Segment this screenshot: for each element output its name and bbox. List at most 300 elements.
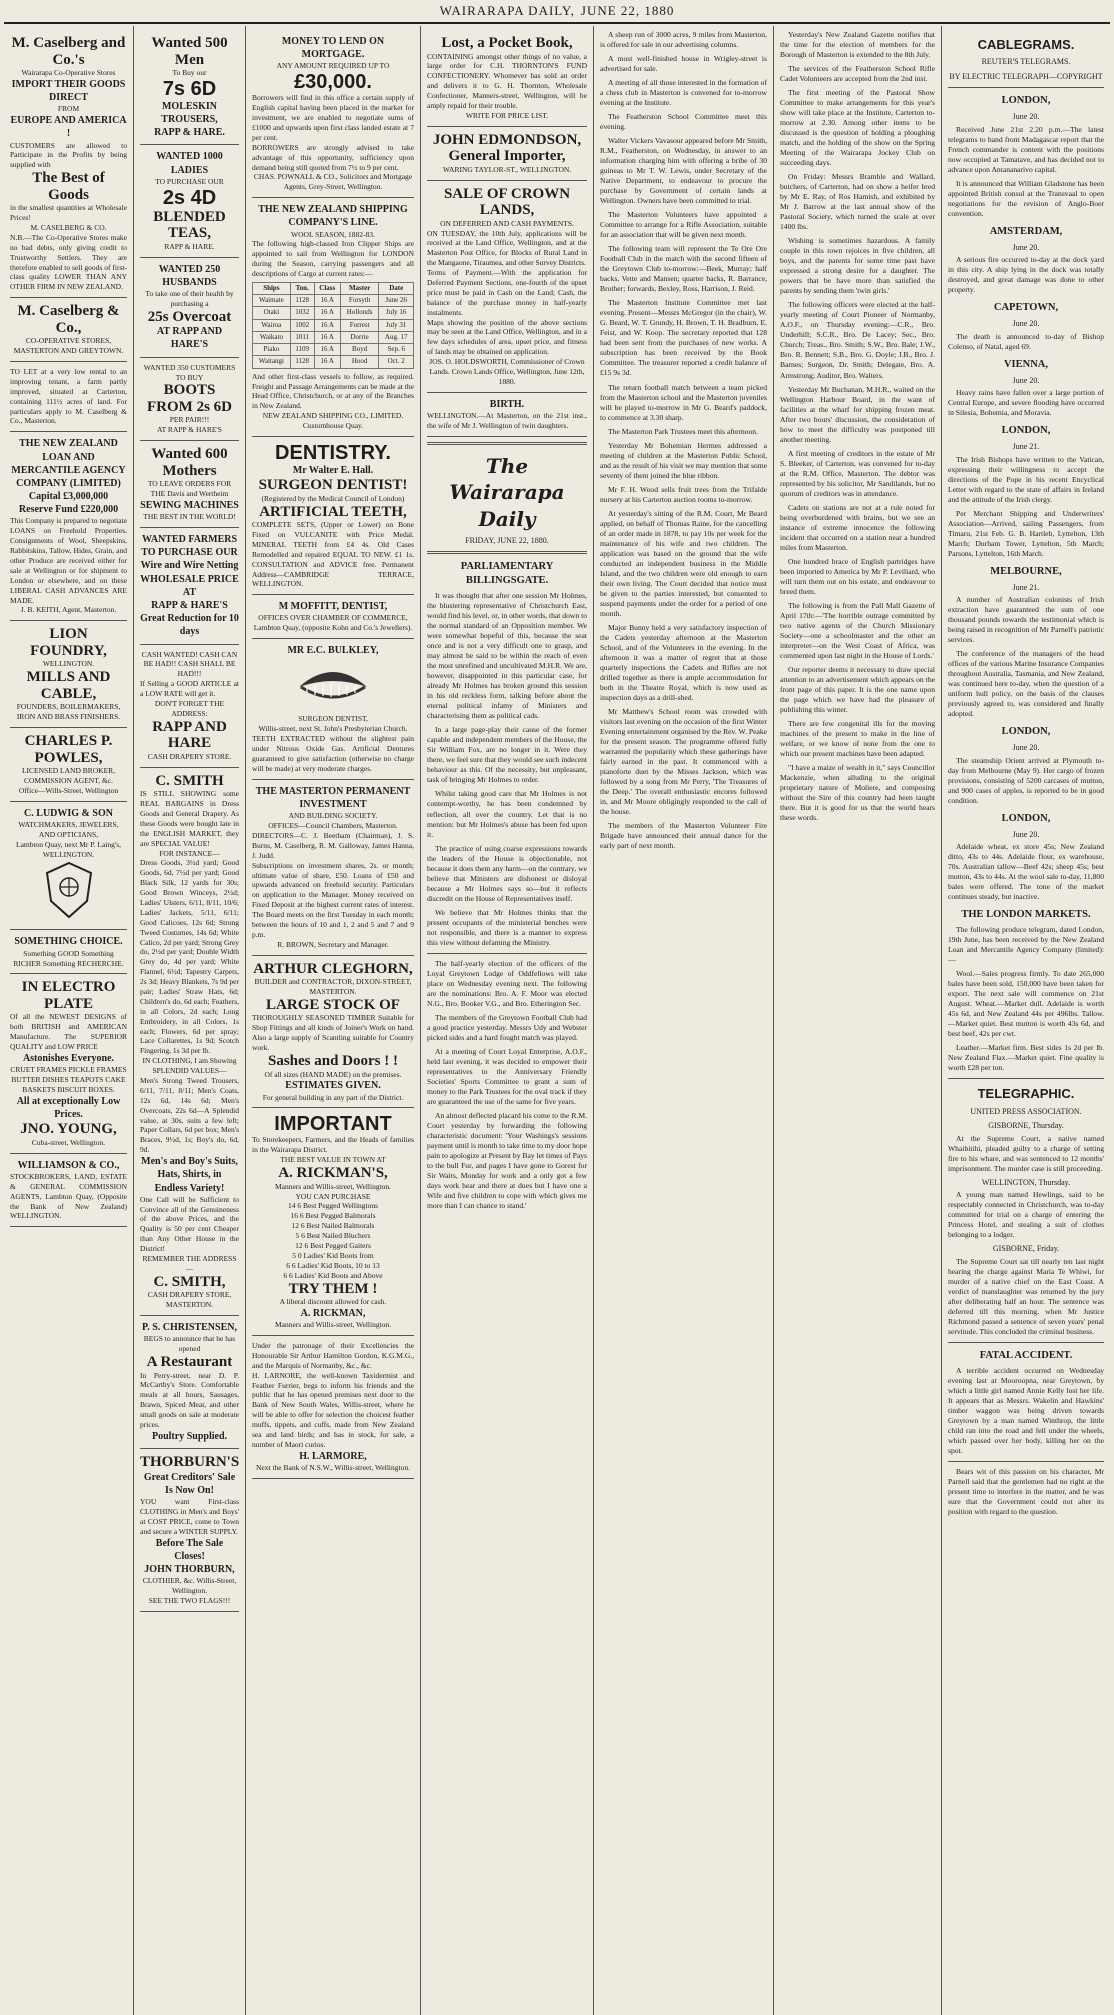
ad-line: IN CLOTHING, I am Showing SPLENDID VALUES—	[142, 1056, 237, 1076]
dispatch-date: June 21.	[1012, 582, 1040, 592]
table-cell: 1128	[290, 356, 314, 368]
ad-body: One Call will be Sufficient to Convince all of the Genuineness of the above Prices, and the Quality is 50 per cent Cheaper than Any Other House in the District!	[140, 1194, 239, 1254]
ad-line: CLOTHIER, &c. Willis-Street, Wellington.	[142, 1576, 237, 1595]
ad-firm: A. RICKMAN,	[300, 1307, 366, 1319]
news-paragraph: The first meeting of the Pastoral Show Committee to make arrangements for this year's show will take place at the Institute, Carterton to-morrow at 2.30. Among other items to be discussed is the question of holding a ploughing match, and the holding of the show on the Spring Meeting of the Wairarapa Jockey Club on succeeding days.	[780, 88, 935, 168]
ad-line: Poultry Supplied.	[151, 1430, 228, 1442]
newspaper-flag: The Wairarapa Daily	[449, 453, 565, 531]
divider	[948, 1078, 1104, 1079]
news-paragraph: The Featherston School Committee meet this evening.	[600, 112, 767, 132]
ad-line: ON DEFERRED AND CASH PAYMENTS.	[440, 218, 574, 228]
ad-line: Lambton Quay, next Mr P. Laing's, WELLINGTON.	[15, 839, 122, 859]
ad-lost-pocket-book	[427, 30, 587, 127]
ad-line: BUILDER and CONTRACTOR, DIXON-STREET, MASTERTON.	[254, 977, 412, 997]
ad-firm: JOHN THORBURN,	[144, 1563, 235, 1575]
ad-body: Of all the NEWEST DESIGNS of both BRITISH and AMERICAN Manufacture. The SUPERIOR QUALITY and LOW PRICE	[10, 1012, 127, 1052]
editorial-paragraph: The practice of using coarse expressions towards the leaders of the House is objectionable, not because it does them any harm—on the contrary, we believe that Ministers are dishonest or disloyal because a Mr Holmes says so—but it reflects discredit on the House of Representatives itself.	[427, 843, 587, 903]
masthead	[4, 0, 1110, 24]
price-list-item: 16 6 Best Pegged Balmorals	[290, 1211, 376, 1221]
table-cell: 1128	[290, 295, 314, 307]
news-paragraph: The return football match between a team picked from the Masterton school and the Masterton juveniles will be played to-morrow in Mr G. Beard's paddock, to commence at 3.30 sharp.	[600, 382, 767, 422]
ad-headline: LARGE STOCK OF	[266, 996, 400, 1013]
news-paragraph: A most well-finished house in Wrigley-street is advertised for sale.	[600, 54, 767, 74]
news-paragraph: The following team will represent the Te Ore Ore Football Club in the match with the second fifteen of the Greytown Club to-morrow:—Beek, Murray; half backs, Vette and Mansen; quarter backs, R. Barrance, Brother; forwards, Bexley, Ross, Harrison, J. Reid.	[600, 244, 767, 294]
column-2	[134, 26, 246, 2015]
ad-line: Next the Bank of N.S.W., Willis-street, Wellington.	[256, 1463, 410, 1472]
table-cell: Boyd	[340, 344, 378, 356]
ad-body: THOROUGHLY SEASONED TIMBER Suitable for Shop Fittings and all kinds of Joiner's Work on hand. Also a large supply of Scantling suitable for Country work.	[252, 1013, 414, 1053]
columns	[4, 26, 1110, 2015]
dispatch-place: GISBORNE, Thursday.	[988, 1121, 1064, 1131]
notice-title: BIRTH.	[489, 398, 525, 410]
ad-body: COMPLETE SETS, (Upper or Lower) on Bone Fixed on VULCANITE with Price Medal. MINERAL TEETH from £4 4s. Old Cases Remodelled and repaired EQUAL TO NEW. £1 1s. CONSULTATION and ADVICE free. Permanent Address—CAMBRIDGE TERRACE, WELLINGTON.	[252, 520, 414, 589]
ad-rapp-hare-overcoat	[140, 258, 239, 358]
dispatch-date: June 20.	[1012, 743, 1040, 753]
table-cell: 16 A	[314, 344, 340, 356]
column-3	[246, 26, 421, 2015]
table-row	[253, 319, 414, 331]
ad-body: CUSTOMERS are allowed to Participate in the Profits by being supplied with	[10, 140, 127, 170]
table-cell: July 31	[379, 319, 414, 331]
ad-body: in the smallest quantities at Wholesale Prices!	[10, 203, 127, 223]
ad-moffitt	[252, 595, 414, 639]
dispatch-place: LONDON,	[1001, 726, 1051, 738]
cablegrams-credit: BY ELECTRIC TELEGRAPH—COPYRIGHT	[949, 71, 1103, 81]
ad-subtitle: Wairarapa Co-Operative Stores	[21, 68, 116, 77]
ad-price: 25s Overcoat	[147, 308, 232, 325]
ad-c-smith	[140, 768, 239, 1316]
ad-line: WATCHMAKERS, JEWELERS, AND OPTICIANS,	[18, 819, 119, 839]
table-cell: Aug. 17	[379, 331, 414, 343]
column-5	[594, 26, 774, 2015]
cable-dispatches	[948, 94, 1104, 1073]
table-cell: 1109	[290, 344, 314, 356]
table-cell: Waikato	[253, 331, 291, 343]
cablegrams-subtitle: REUTER'S TELEGRAMS.	[981, 57, 1071, 67]
ad-investment-society	[252, 780, 414, 956]
ad-title: JOHN EDMONDSON,	[432, 131, 582, 148]
ad-line: WARING TAYLOR-ST., WELLINGTON.	[442, 164, 572, 174]
ad-crown-lands	[427, 181, 587, 393]
news-paragraph: The Masterton Park Trustees meet this afternoon.	[608, 426, 758, 436]
ad-signature: M. CASELBERG & CO.	[30, 222, 107, 232]
ad-title: WANTED 350 CUSTOMERS	[143, 362, 236, 372]
ad-cleghorn	[252, 956, 414, 1109]
ad-line: PER PAIR!!!	[169, 415, 210, 425]
ad-list: Dress Goods, 3½d yard; Good Goods, 6d, 7½d per yard; Good Black Silk, 12 yards for 30s; Good Brown Winceys, 2½d; Ladies' Ulsters, 6/11, 8/11, 10/6; Ladies' Jackets, 5/11, 6/11; Good Calicoes, 12s 6d; Strong Tweed Costumes, 14s 6d; White Calico, 2d per yard; Strong Grey do, 2½d per yard; Double Width Grey do, 4d per yard; White Flannel, 6½d; Tapestry Carpets, 2s 3d; Heavy Blankets, 7s 9d per pair; Ladies' Straw Hats, 6d; Children's do, 6d each; Feathers, in all Colors, 2d each; Long Embroidery, in all Colors, 1s each; Flowers, 6d per spray; Lace Collarettes, 1s 9d; Scotch Fingering, 1s 3d per lb.	[140, 858, 239, 1056]
table-cell: 1011	[290, 331, 314, 343]
ad-firm: MILLS AND CABLE,	[26, 669, 111, 702]
ad-dentistry-hall	[252, 437, 414, 595]
ships-table	[252, 282, 414, 369]
ad-line: WELLINGTON.	[42, 659, 95, 669]
ad-line: CRUET FRAMES PICKLE FRAMES BUTTER DISHES TEAPOTS CAKE BASKETS BISCUIT BOXES.	[10, 1065, 127, 1094]
accident-title: FATAL ACCIDENT.	[979, 1349, 1073, 1361]
ad-line: FROM	[57, 104, 80, 114]
ad-line: DON'T FORGET THE ADDRESS:	[154, 699, 225, 718]
dispatch-place: VIENNA,	[1003, 358, 1049, 370]
ad-larmore	[252, 1336, 414, 1479]
ad-title: THE NEW ZEALAND SHIPPING COMPANY'S LINE.	[258, 204, 408, 229]
ad-price: BOOTS FROM 2s 6D	[147, 382, 232, 415]
ad-line: SURGEON DENTIST,	[298, 714, 368, 724]
news-paragraph: Yesterday Mr Bohemian Hermes addressed a meeting of children at the Masterton Public School, and as the result of his visit we may mention that some seventy of them joined the blue ribbon.	[600, 440, 767, 480]
table-header-cell: Date	[379, 283, 414, 295]
ad-firm: RAPP & HARE.	[154, 127, 225, 139]
table-cell: Wairoa	[253, 319, 291, 331]
ad-signature: R. BROWN, Secretary and Manager.	[277, 939, 389, 949]
ad-edmondson	[427, 127, 587, 181]
table-row	[253, 295, 414, 307]
editorial-paragraph: It was thought that after one session Mr Holmes, the blustering representative of Christchurch East, would find his level, or, in other words, that down to the normal standard of an Opposition member. We were somewhat hopeful of this, because the seat once and is not a very difficult one to grasp, and may almost be said to be within the reach of even the most unrefined and uncultivated M.H.R. We are, however, disappointed in this particular case, for already Mr Holmes has broken ground this session in his old reckless form, talking before about the eternal political infamy of Ministers and characterising them as political cads.	[427, 591, 587, 721]
table-header-cell: Class	[314, 283, 340, 295]
table-cell: Waimate	[253, 295, 291, 307]
ad-line: FOUNDERS, BOILERMAKERS, IRON AND BRASS FINISHERS.	[16, 702, 121, 722]
dispatch-place: WELLINGTON, Thursday.	[981, 1177, 1071, 1187]
ad-line: YOU CAN PURCHASE	[295, 1191, 371, 1201]
table-cell: Dorrie	[340, 331, 378, 343]
table-header-cell: Master	[340, 283, 378, 295]
ad-line: REMEMBER THE ADDRESS—	[142, 1254, 237, 1273]
news-paragraph: Our reporter deems it necessary to draw special attention to an advertisement which appears on the front page of this paper. It is the one name upon the page which we have had the pleasure of publishing this winter.	[780, 664, 935, 714]
ad-shipping-company	[252, 198, 414, 437]
ad-headline: BLENDED TEAS,	[153, 208, 226, 242]
telegraphic-subtitle: UNITED PRESS ASSOCIATION.	[970, 1106, 1082, 1116]
divider	[948, 1342, 1104, 1343]
ad-firm: C. SMITH,	[153, 1273, 226, 1290]
dispatch-text: A young man named Hewlings, said to be respectably connected in Christchurch, was to-day committed for trial on a charge of entering the Princess Hotel, and stealing a suit of clothes belonging to a lodger.	[948, 1190, 1104, 1240]
ad-headline: Men's and Boy's Suits, Hats, Shirts, in Endless Variety!	[141, 1156, 238, 1194]
news-paragraph: The following officers were elected at the half-yearly meeting of Court Pioneer of Normanby, A.O.F., on Thursday evening:—C.R., Bro. Underhill; S.C.R., Bro. De Lacey; Sec., Bro. Church; Treas., Bro. Smith; S.W., Bro. Bale; J.W., Bro. R. Bennett; S.B., Bro. G. Doyle; J.B., Bro. J. Barnes; Surgeon, Dr. Smith; Delegate, Bro. A. Armstrong; Auditor, Bro. Walters.	[780, 300, 935, 380]
ad-headline: The Best of Goods	[32, 170, 105, 203]
news-paragraph: The services of the Featherston School Rifle Cadet Volunteers are accepted from the 2nd inst.	[780, 64, 935, 84]
ad-subtitle: CO-OPERATIVE STORES,	[25, 336, 112, 346]
local-news-body	[427, 959, 587, 1211]
ad-rapp-hare-teas	[140, 145, 239, 257]
column-4	[421, 26, 594, 2015]
ad-title: M MOFFITT, DENTIST,	[278, 601, 388, 613]
ad-amount: £30,000.	[294, 71, 372, 94]
ad-headline: SURGEON DENTIST!	[258, 477, 408, 494]
ad-headline: General Importer,	[448, 148, 566, 165]
ad-body: Borrowers will find in this office a certain supply of English capital having been placed in the market for investment, we are enabled to negotiate sums of £1000 and upwards upon first class landed estate at 7 per cent.	[252, 93, 414, 142]
ad-headline: ARTIFICIAL TEETH,	[259, 503, 407, 520]
ad-line: CASH WANTED! CASH CAN BE HAD!! CASH SHALL BE HAD!!!	[141, 649, 238, 679]
ad-firm: RAPP AND HARE	[152, 718, 227, 752]
ad-title: ARTHUR CLEGHORN,	[253, 960, 413, 977]
ad-line: SEE THE TWO FLAGS!!!	[148, 1595, 231, 1605]
ad-title: IN ELECTRO PLATE	[21, 979, 116, 1012]
news-paragraph: Cadets on stations are not at a rule noted for being overburdened with brains, but we see an instance of extreme innocence the following incident that occurred on a station near a hundred miles from Masterton.	[780, 502, 935, 552]
news-paragraph: A meeting of all those interested in the formation of a chess club in Masterton is convened for to-morrow evening at the Institute.	[600, 78, 767, 108]
ad-christensen	[140, 1316, 239, 1449]
ad-body: The following high-classed Iron Clipper Ships are appointed to sail from Wellington for LONDON during the Season, carrying passengers and all descriptions of Cargo at current rates:—	[252, 239, 414, 279]
dispatch-date: June 20.	[1012, 375, 1040, 385]
notice-body: WELLINGTON.—At Masterton, on the 21st inst., the wife of Mr J. Wellington of twin daughters.	[427, 410, 587, 430]
ad-price: 2s 4D	[162, 186, 217, 209]
ad-line: Lambton Quay, (opposite Kohn and Co.'s Jewellers).	[253, 623, 413, 633]
news-paragraph: A first meeting of creditors in the estate of Mr S. Bleeker, of Carterton, was convened for to-day at the R.M. Office, Masterton. The debtor was represented by his solicitor, Mr Sandilands, but no quorum of creditors was in attendance.	[780, 448, 935, 498]
ad-line: Capital £3,000,000	[28, 491, 109, 503]
boot-price-list	[252, 1201, 414, 1280]
flag-date: FRIDAY, JUNE 22, 1880.	[465, 535, 549, 545]
editorial-paragraph: Whilst taking good care that Mr Holmes is not contempt-worthy, he has been condemned by reflection, all over the country. Let that is no mention: but Mr Holmes's abuse has been fed upon it.	[427, 789, 587, 839]
ad-body: Terms of Payment.—With the application for Deferred Payment Sections, one-fourth of the upset price must be paid in Cash on the Land; Cash, the balance of the purchase money in half-yearly instalments.	[427, 268, 587, 317]
dispatch-text: A number of Australian colonists of Irish extraction have guaranteed the sum of one thousand pounds towards the testimonial which is being raised in recognition of Mr Parnell's patriotic services.	[948, 595, 1104, 645]
news-paragraph: One hundred brace of English partridges have been imported to America by Mr P. Leviliard, who will turn them out on his estate, and endeavour to breed them.	[780, 556, 935, 596]
telegraphic-title: TELEGRAPHIC.	[977, 1086, 1075, 1102]
ad-headline: All at exceptionally Low Prices.	[16, 1095, 121, 1121]
ad-line: EUROPE AND AMERICA !	[10, 115, 127, 140]
ad-money-to-lend	[252, 30, 414, 198]
dispatch-text: The steamship Orient arrived at Plymouth to-day from Melbourne (May 9). Her cargo of frozen provisions, consisting of 5200 carcases of mutton, and 900 cases of apples, is reported to be in good condition.	[948, 755, 1104, 805]
ad-rapp-hare-boots	[140, 358, 239, 442]
cablegrams-title: CABLEGRAMS.	[977, 37, 1075, 52]
paper-name: WAIRARAPA DAILY,	[439, 3, 575, 18]
dispatch-text: At the Supreme Court, a native named Whaibitihi, pleaded guilty to a charge of setting fire to his whare, and was sentenced to 12 months' imprisonment. The murder case is still proceeding.	[948, 1133, 1104, 1173]
news-paragraph: There are few congenital ills for the moving machines of the present to make in the line of welfare, or we know of none from the one to which our present machines have been adapted.	[780, 719, 935, 759]
ad-something-choice	[10, 930, 127, 974]
ad-title: DENTISTRY.	[275, 441, 391, 464]
table-cell: Otaki	[253, 307, 291, 319]
ad-firm: AT RAPP & HARE'S	[157, 425, 222, 435]
table-cell: Hood	[340, 356, 378, 368]
ad-title: Wanted 500 Men	[151, 35, 228, 68]
price-list-item: 5 0 Ladies' Kid Boots from	[292, 1250, 374, 1260]
ad-firm: JNO. YOUNG,	[20, 1121, 117, 1138]
editorial-paragraph: We believe that Mr Holmes thinks that the present occupants of the ministerial benches were not responsible, and there is a manner to express this view without defaming the Ministry.	[427, 907, 587, 947]
ad-line: OFFICES—Council Chambers, Masterton.	[268, 821, 398, 831]
news-paragraph: Walter Vickers Vavasour appeared before Mr Smith, R.M., Featherston, on Wednesday, in answer to an information charging him with offering a bribe of 30 guineas to Mr T. W. Lewis, under Secretary of the Native Department, to endeavour to procure the purchase by Government of certain lands at Wellington. Owners have been committed to trial.	[600, 136, 767, 206]
column-6	[774, 26, 942, 2015]
ad-firm: A. RICKMAN'S,	[278, 1165, 388, 1182]
ad-firm: RAPP & HARE'S	[151, 600, 228, 611]
table-row	[253, 356, 414, 368]
ad-headline: Sashes and Doors ! !	[267, 1053, 399, 1069]
ad-line: Manners and Willis-street, Wellington.	[274, 1181, 392, 1191]
ad-line: To Buy our	[172, 68, 207, 77]
ad-subtitle: Great Creditors' Sale	[143, 1471, 236, 1483]
news-paragraph: The half-yearly election of the officers of the Loyal Greytown Lodge of Oddfellows will take place on Wednesday evening next. The following are the nominations: Bro. A. F. Moor was elected N.G., Bro. Booker V.G., and Bro. Etherington Sec.	[427, 958, 587, 1008]
ad-rapp-hare-trousers	[140, 30, 239, 145]
ad-title: MONEY TO LEND ON MORTGAGE.	[281, 36, 385, 61]
telegraphic-dispatches	[948, 1121, 1104, 1337]
news-paragraph: The Masterton Volunteers have appointed a Committee to arrange for a Rifle Association, suitable for an association that will be given next month.	[600, 210, 767, 240]
dispatch-text: The death is announced to-day of Bishop Colenso, of Natal, aged 69.	[948, 331, 1104, 351]
ad-williamson	[10, 1154, 127, 1228]
ad-title: Wanted 600 Mothers	[151, 446, 228, 479]
ad-body: DIRECTORS—C. J. Beetham (Chairman), J. S. Burns, M. Caselberg, R. M. Galloway, James Hanna, J. Judd.	[252, 830, 414, 860]
dispatch-place: LONDON,	[1001, 95, 1051, 107]
ad-line: THE BEST IN THE WORLD!	[143, 512, 236, 522]
news-paragraph: Yesterday's New Zealand Gazette notifies that the time for the election of members for the Borough of Masterton is extended to the 8th July.	[780, 30, 935, 60]
ad-body: BORROWERS are strongly advised to take advantage of this opportunity, sufficiency upon demand being still quoted from 7½ to 9 per cent.	[252, 142, 414, 172]
ad-line: MASTERTON AND GREYTOWN.	[13, 346, 124, 356]
table-row	[253, 344, 414, 356]
ad-signature: J. B. KEITH, Agent, Masterton.	[20, 605, 117, 615]
ad-title: THE NEW ZEALAND LOAN AND MERCANTILE AGENCY COMPANY (LIMITED)	[11, 438, 126, 489]
news-paragraph: The Masterton Institute Committee met last evening. Present—Messrs McGregor (in the chair), W. G. Beard, W. T. Grundy, H. Brown, T. H. Bradburn, E. Feist, and W. Koop. The secretary reported that 128 had been sent from the purchases of new works. A subscription has been received by the Book Committee. The treasurer reported a credit balance of £15 9s 3d.	[600, 298, 767, 378]
ships-table-header	[253, 283, 414, 295]
table-cell: Oct. 2	[379, 356, 414, 368]
table-cell: 1032	[290, 307, 314, 319]
column-7	[942, 26, 1110, 2015]
ad-to-let	[10, 362, 127, 432]
table-cell: July 16	[379, 307, 414, 319]
dispatch-place: GISBORNE, Friday.	[992, 1244, 1060, 1254]
ad-title: IMPORTANT	[274, 1113, 392, 1136]
table-cell: Sep. 6	[379, 344, 414, 356]
dispatch-text: The Irish Bishops have written to the Vatican, expressing their willingness to accept the directions of the Pope in his recent Encyclical Letter with regard to the state of affairs in Ireland and the attitude of the Irish clergy.	[948, 454, 1104, 504]
table-header-cell: Ton.	[290, 283, 314, 295]
ad-body: ON TUESDAY, the 10th July, applications will be received at the Land Office, Wellington, and at the Masterton Post Office, for Blocks of Rural Land in the Mangaone, Tiraumea, and other Survey Districts.	[427, 228, 587, 268]
ad-firm: AT RAPP AND HARE'S	[156, 326, 223, 351]
ad-line: LICENSED LAND BROKER, COMMISSION AGENT, &c.	[21, 766, 116, 785]
news-paragraph: The members of the Masterton Volunteer Fire Brigade have announced their annual dance for the early part of next month.	[600, 821, 767, 851]
ad-bulkley	[252, 639, 414, 780]
divider	[427, 551, 587, 554]
price-list-item: 6 6 Ladies' Kid Boots, 10 to 13	[286, 1260, 380, 1270]
dispatch-text: Heavy rains have fallen over a large portion of Central Europe, and severe flooding have occurred in Silesia, Bohemia, and Moravia.	[948, 388, 1104, 418]
ad-firm: RAPP & HARE.	[164, 241, 215, 251]
ad-title: C. SMITH	[155, 772, 224, 789]
news-paragraph: At yesterday's sitting of the R.M. Court, Mr Beard applied, on behalf of Thomas Raine, for the cancelling of an order made in 1878, to pay 10s per week for the maintenance of his wife and two children. The application was based on the ground that the wife conducted an independent business in the Middle Island, and the two children were old enough to earn their own living. The Court decided that notice must be given to the parties interested, but consented to suspend payments under the order for a period of one month.	[600, 508, 767, 618]
ad-title: WANTED 1000 LADIES	[156, 151, 223, 176]
table-cell: Waitangi	[253, 356, 291, 368]
divider	[948, 87, 1104, 88]
dispatch-text: It is announced that William Gladstone has been appointed British consul at the Transvaal to open negotiations for the revision of Anglo-Boer convention.	[948, 178, 1104, 218]
ad-title: M. Caselberg & Co.,	[17, 303, 120, 336]
ad-ludwig	[10, 802, 127, 931]
ad-line: Manners and Willis-street, Wellington.	[274, 1320, 392, 1330]
ad-line: Mr Walter E. Hall.	[292, 464, 374, 476]
divider	[427, 442, 587, 445]
dispatch-place: THE LONDON MARKETS.	[961, 909, 1091, 921]
ad-line: TO LEAVE ORDERS FOR THE Davis and Wertheim	[147, 479, 232, 499]
ad-rapp-hare-machines	[140, 441, 239, 528]
notice-birth	[427, 393, 587, 437]
news-paragraph: Yesterday Mr Buchanan, M.H.R., waited on the Wellington Harbour Board, in the want of facilities at the wharf for shipping frozen meat. After two hours' discussion, the consideration of how to meet the difficulty was postponed till another meeting.	[780, 384, 935, 444]
ad-body: CONTAINING amongst other things of no value, a large order for C.H. THORNTON'S FUND CONFECTIONERY. Whomever has sold an order and delivers it to G. H. Thornton, Wholesale Confectioner, Manners-street, Wellington, will be amply repaid for their trouble.	[427, 51, 587, 110]
dispatch-place: MELBOURNE,	[990, 565, 1062, 577]
ad-title: CHARLES P. POWLES,	[24, 733, 113, 766]
price-list-item: 5 6 Best Nailed Bluchers	[295, 1231, 371, 1241]
dispatch-date: June 20.	[1012, 319, 1040, 329]
ad-rapp-hare-cash	[140, 645, 239, 768]
ad-title: P. S. CHRISTENSEN,	[142, 1322, 237, 1334]
denture-icon	[293, 661, 373, 707]
ad-line: MOLESKIN TROUSERS,	[161, 100, 218, 126]
ad-title: SOMETHING CHOICE.	[14, 936, 123, 948]
dispatch-place: AMSTERDAM,	[989, 225, 1063, 237]
news-paragraph: The members of the Greytown Football Club had a good practice yesterday. Messrs Udy and Webster picked sides and a hard fought match was played.	[427, 1012, 587, 1042]
ad-line: Is Now On!	[165, 1484, 214, 1496]
ad-body: This Company is prepared to negotiate LOANS on Freehold Properties. Consignments of Wool, Sheepskins, Rabbitskins, Tallow, Hides, Grain, and other Produce are received either for sale at Wellington or for shipment to London or elsewhere, and on these LIBERAL CASH ADVANCES ARE MADE.	[10, 516, 127, 605]
table-cell: Piako	[253, 344, 291, 356]
editorial-paragraph: In a large page-play their cause of the former capable and independent members of the House, the Sir William Fox, are no longer in it. Were they there, we feel sure that they would see such indecent behaviour as this. Of the necessity, but unpleasant, task of bringing Mr Holmes to order.	[427, 725, 587, 785]
dispatch-text: Per Merchant Shipping and Underwriters' Association—Arrived, sailing Passengers, from Timaru, 21st Feb. G. B. Hartleb, Lyttelton, 13th March; Durham Tower, Lyttelton, 5th March; Parsons, Lyttelton, 16th March.	[948, 508, 1104, 558]
news-paragraph: "I have a maize of wealth in it," says Councillor Mackenzie, when alluding to the original proprietary nature of Moliere, and composing without the Sire of this country had been taught there. But it is good for us that the world hears these words.	[780, 763, 935, 823]
ad-body: TO LET at a very low rental to an improving tenant, a farm partly improved, situated at Carterton, containing 111½ acres of land. For particulars apply to M. Caselberg & Co., Masterton.	[10, 367, 127, 426]
table-cell: 16 A	[314, 331, 340, 343]
issue-date: JUNE 22, 1880	[580, 3, 675, 18]
ad-line: (Registered by the Medical Council of London)	[261, 493, 405, 503]
ad-rapp-hare-wire	[140, 528, 239, 645]
ad-headline: SEWING MACHINES	[140, 499, 239, 511]
ad-body: TEETH EXTRACTED without the slightest pain under Nitrous Oxide Gas. Artificial Dentures guaranteed to give satisfaction (otherwise no charge will be made) at very moderate charges.	[252, 734, 414, 773]
ad-title: WANTED 250 HUSBANDS	[158, 263, 221, 288]
ad-line: AND BUILDING SOCIETY.	[288, 811, 378, 821]
table-cell: 16 A	[314, 356, 340, 368]
ad-price: 7s 6D	[162, 77, 217, 100]
ad-line: BEGS to announce that he has opened	[143, 1334, 236, 1354]
ad-firm: H. LARMORE,	[299, 1450, 367, 1462]
news-paragraph: A sheep run of 3000 acres, 9 miles from Masterton, is offered for sale in our advertising columns.	[600, 30, 767, 50]
ad-headline: Before The Sale Closes!	[155, 1537, 224, 1562]
ad-caselberg-stores	[10, 298, 127, 362]
dispatch-place: LONDON,	[1001, 812, 1051, 824]
ad-title: LION FOUNDRY,	[30, 626, 107, 659]
table-cell: June 26	[379, 295, 414, 307]
ad-line: A liberal discount allowed for cash.	[279, 1297, 387, 1307]
ad-title: THE MASTERTON PERMANENT INVESTMENT	[255, 785, 411, 810]
ad-list: Men's Strong Tweed Trousers, 6/11, 7/11, 8/11; Men's Coats, 12s 6d, 14s 6d; Men's Overcoats, 22s 6d—A Splendid value, at 30s, suits a few left; Paper Collars, 6d per box; Men's Braces, 9½d, 1s; Boy's do, 6d, 9d.	[140, 1076, 239, 1155]
table-cell: 16 A	[314, 319, 340, 331]
news-paragraph: Mr F. H. Wood sells fruit trees from the Trifalde nursery at his Carterton auction rooms to-morrow.	[600, 484, 767, 504]
dispatch-text: Received June 21st 2.20 p.m.—The latest telegrams to hand from Madagascar report that the French commander is content with the positions now occupied at Tamatave, and has decided not to advance upon Antananarivo capital.	[948, 124, 1104, 174]
ad-body: Maps showing the position of the above sections may be seen at the Land Office, Wellington, and in a few days schedules of area, upset price, and fitness of lands may be obtained on application.	[427, 317, 587, 357]
news-paragraph: Bears wit of this passion on his character, Mr Parnell said that the gentlemen had no right at the present time to interfere in the matter, and he was sure that the Government could not alter its position with regard to the question.	[948, 1466, 1104, 1517]
table-cell: 16 A	[314, 307, 340, 319]
ad-line: ESTIMATES GIVEN.	[285, 1080, 381, 1092]
ad-headline: WHOLESALE PRICE AT	[140, 573, 239, 598]
ad-body: And other first-class vessels to follow, as required. Freight and Passage Arrangements can be made at the Head Office, Christchurch, or at any of the Branches in New Zealand.	[252, 371, 414, 411]
ad-lion-foundry	[10, 621, 127, 728]
ad-line: Reserve Fund £220,000	[18, 504, 119, 516]
ad-body: STOCKBROKERS, LAND, ESTATE & GENERAL COMMISSION AGENTS, Lambton Quay, (Opposite the Bank of New Zealand) WELLINGTON.	[10, 1171, 127, 1221]
dispatch-text: The conference of the managers of the head offices of the various Marine Insurance Companies throughout Australia, Tasmania, and New Zealand, was continued here to-day, when the question of a uniform hull policy, on the basis of the clauses previously agreed to, was considered and finally adopted.	[948, 649, 1104, 719]
table-row	[253, 307, 414, 319]
ad-body: To Storekeepers, Farmers, and the Heads of families in the Wairarapa District.	[252, 1135, 414, 1155]
divider	[427, 953, 587, 954]
ad-body: IS STILL SHOWING some REAL BARGAINS in Dress Goods and General Drapery. As these Goods were bought late in the ENGLISH MARKET, they are SPECIAL VALUE!	[140, 789, 239, 848]
ad-electro-plate	[10, 974, 127, 1153]
ad-line: CASH DRAPERY STORE.	[147, 751, 232, 761]
ad-thorburn	[140, 1449, 239, 1612]
table-row	[253, 331, 414, 343]
dispatch-date: June 20.	[1012, 242, 1040, 252]
price-list-item: 6 6 Ladies' Kid Boots and Above	[283, 1270, 383, 1280]
editorial-body	[427, 591, 587, 948]
ad-title: THORBURN'S	[140, 1454, 240, 1471]
ad-line: OFFICES OVER CHAMBER OF COMMERCE,	[258, 613, 408, 623]
table-cell: 1002	[290, 319, 314, 331]
ad-headline: A Restaurant	[146, 1354, 233, 1371]
price-list-item: 14 6 Best Pegged Wellingtons	[287, 1201, 379, 1211]
ad-line: Something GOOD Something RICHER Something RECHERCHE.	[13, 948, 124, 968]
ad-line: For general building in any part of the District.	[262, 1092, 404, 1102]
ad-powles	[10, 728, 127, 802]
crest-icon	[39, 859, 99, 921]
ad-line: CASH DRAPERY STORE, MASTERTON.	[147, 1290, 232, 1310]
divider	[948, 1461, 1104, 1462]
ad-line: WRITE FOR PRICE LIST.	[465, 110, 549, 120]
news-paragraph: Mr Matthew's School room was crowded with visitors last evening on the occasion of the first Winter Evening entertainment organised by the Rev. W. Peake for the present season. The programme offered fully warranted the popularity which these gatherings have fairly earned in the past. It commenced with a pianoforte duet by the Misses Jackson, which was followed by a song from Mr Perry, 'The Treasures of the Deep.' The overall enthusiastic encores followed in, and Mr Moore obligingly responded to the call of the house.	[600, 706, 767, 817]
table-cell: Forsyth	[340, 295, 378, 307]
news-paragraph: The following is from the Pall Mall Gazette of April 17th:—'The horrible outrage committed by two native agents of the Church Missionary Society—one a schoolmaster and the other an interpreter—on the West Coast of Africa, was commented upon last night in the House of Lords.'	[780, 600, 935, 660]
dispatch-place: CAPETOWN,	[993, 302, 1059, 314]
dispatch-text: Adelaide wheat, ex store 45s; New Zealand ditto, 43s to 44s. Adelaide flour, ex warehouse, 70s. Australian tallow—Beef 42s; sheep 45s; best mutton, 43s to 44s. At the wool sale to-day, 11,800 bales were offered. The tone of the market continues steady, but inactive.	[948, 842, 1104, 902]
